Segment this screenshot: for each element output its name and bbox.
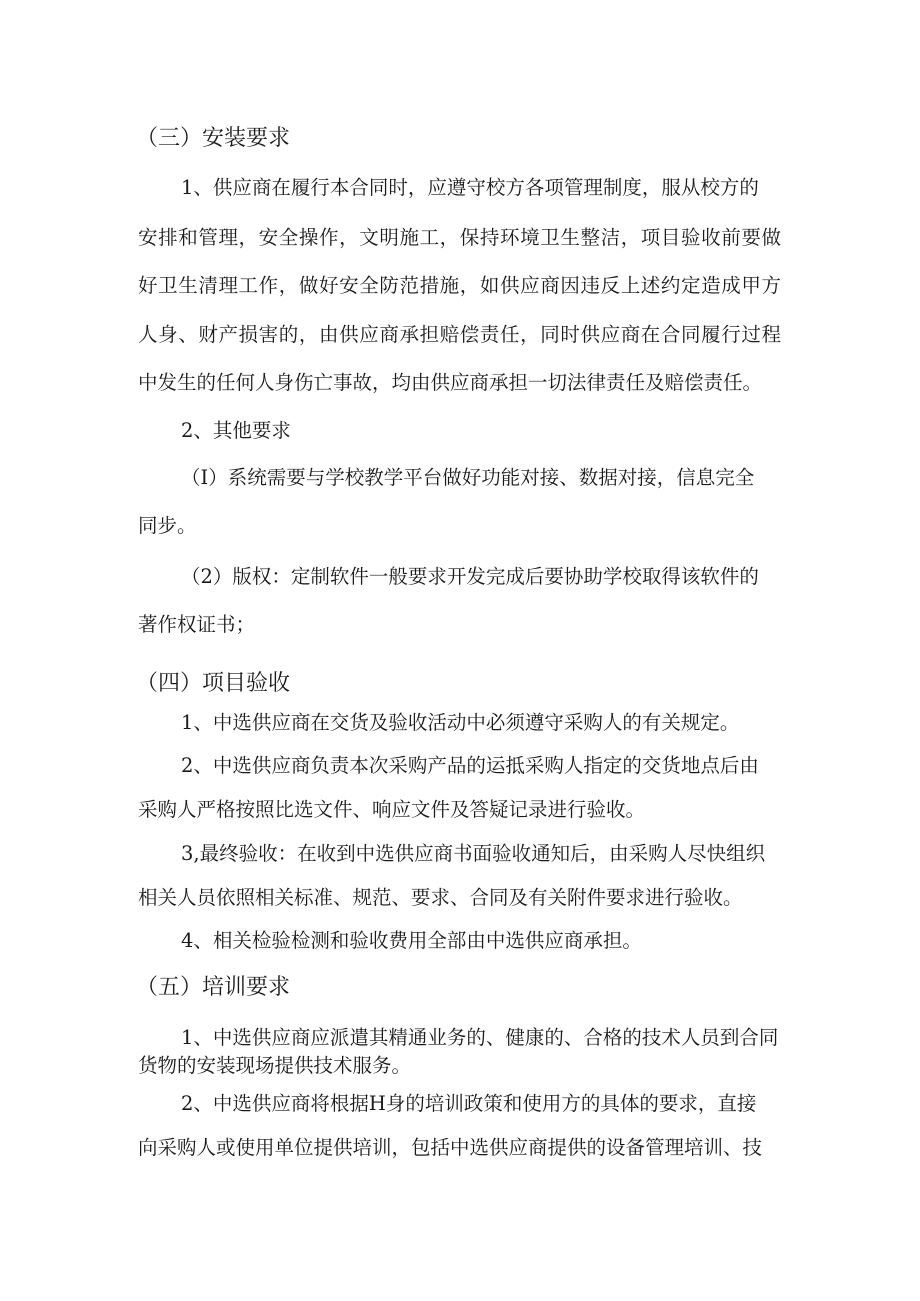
text-line: 安排和管理，安全操作，文明施工，保持环境卫生整洁，项目验收前要做 [138,226,781,249]
section-heading-training: （五）培训要求 [136,975,291,1000]
text-line: 向采购人或使用单位提供培训，包括中选供应商提供的设备管理培训、技 [138,1136,763,1159]
text-line: 1、中选供应商应派遣其精通业务的、健康的、合格的技术人员到合同 [181,1026,779,1049]
text-line: 2、中选供应商将根据H身的培训政策和使用方的具体的要求，直接 [181,1092,757,1115]
text-line: 好卫生清理工作，做好安全防范措施，如供应商因违反上述约定造成甲方 [138,274,781,297]
section-heading-installation: （三）安装要求 [136,126,291,151]
text-line: 相关人员依照相关标准、规范、要求、合同及有关附件要求进行验收。 [138,886,743,909]
text-line: 货物的安装现场提供技术服务。 [138,1054,412,1077]
section-heading-acceptance: （四）项目验收 [136,671,291,696]
text-line: （2）版权：定制软件一般要求开发完成后要协助学校取得该软件的 [181,565,759,588]
subheading-other-requirements: 2、其他要求 [181,419,291,442]
text-line: 中发生的任何人身伤亡事故，均由供应商承担一切法律责任及赔偿责任。 [138,371,763,394]
text-line: 著作权证书； [138,613,256,636]
text-line: 同步。 [138,514,197,537]
text-line: （I）系统需要与学校教学平台做好功能对接、数据对接，信息完全 [181,466,755,489]
text-line: 采购人严格按照比选文件、响应文件及答疑记录进行验收。 [138,798,646,821]
paragraph-acceptance-item-4: 4、相关检验检测和验收费用全部由中选供应商承担。 [181,929,642,952]
text-line: 1、供应商在履行本合同时，应遵守校方各项管理制度，服从校方的 [181,176,759,199]
paragraph-acceptance-item-1: 1、中选供应商在交货及验收活动中必须遵守采购人的有关规定。 [181,711,740,734]
text-line: 3,最终验收：在收到中选供应商书面验收通知后，由采购人尽快组织 [181,842,766,865]
text-line: 2、中选供应商负责本次采购产品的运抵采购人指定的交货地点后由 [181,754,759,777]
text-line: 人身、财产损害的，由供应商承担赔偿责任，同时供应商在合同履行过程 [138,323,781,346]
